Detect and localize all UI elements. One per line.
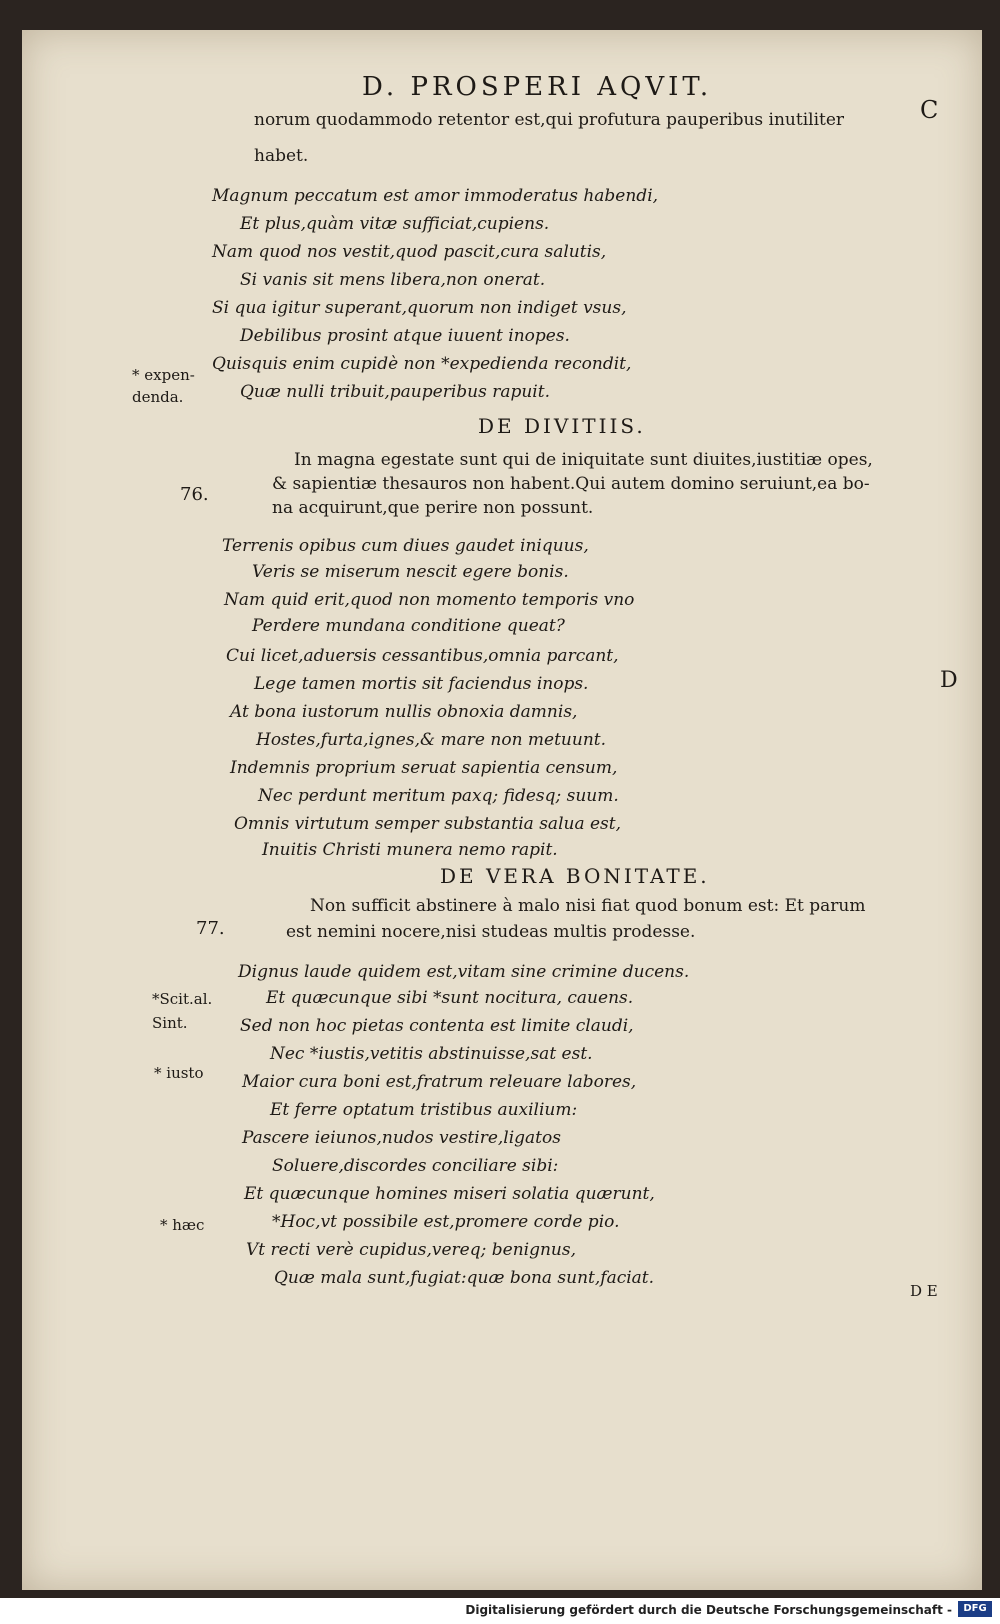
marginal-note: *Scit.al.	[152, 990, 213, 1008]
verse-line: Quisquis enim cupidè non *expedienda recondit,	[212, 354, 632, 374]
verse-line: Inuitis Christi munera nemo rapit.	[262, 840, 558, 860]
verse-line: Et plus,quàm vitæ sufficiat,cupiens.	[240, 214, 550, 234]
verse-line: Et quæcunque homines miseri solatia quærunt,	[244, 1184, 655, 1204]
digitization-footer	[0, 1598, 1000, 1624]
marginal-note: * iusto	[154, 1064, 204, 1082]
verse-line: Dignus laude quidem est,vitam sine crimine ducens.	[238, 962, 690, 982]
verse-line: Et ferre optatum tristibus auxilium:	[270, 1100, 578, 1120]
prose-line: & sapientiæ thesauros non habent.Qui autem domino seruiunt,ea bo-	[272, 474, 870, 494]
verse-line: *Hoc,vt possibile est,promere corde pio.	[272, 1212, 620, 1232]
marginal-note: Sint.	[152, 1014, 188, 1032]
verse-line: Si qua igitur superant,quorum non indiget vsus,	[212, 298, 627, 318]
verse-line: Terrenis opibus cum diues gaudet iniquus,	[222, 536, 589, 556]
verse-line: Veris se miserum nescit egere bonis.	[252, 562, 569, 582]
verse-line: Perdere mundana conditione queat?	[252, 616, 565, 636]
section-number: 76.	[180, 484, 209, 505]
verse-line: Indemnis proprium seruat sapientia censum,	[230, 758, 618, 778]
verse-line: Magnum peccatum est amor immoderatus habendi,	[212, 186, 659, 206]
prose-line: habet.	[254, 146, 309, 166]
verse-line: Si vanis sit mens libera,non onerat.	[240, 270, 546, 290]
verse-line: Nam quod nos vestit,quod pascit,cura salutis,	[212, 242, 607, 262]
verse-line: Nec *iustis,vetitis abstinuisse,sat est.	[270, 1044, 593, 1064]
verse-line: Et quæcunque sibi *sunt nocitura, cauens.	[266, 988, 634, 1008]
section-heading: DE DIVITIIS.	[478, 414, 646, 438]
verse-line: Hostes,furta,ignes,& mare non metuunt.	[256, 730, 607, 750]
running-header: D. PROSPERI AQVIT.	[362, 72, 713, 102]
prose-line: Non sufficit abstinere à malo nisi fiat quod bonum est: Et parum	[310, 896, 866, 916]
prose-line: norum quodammodo retentor est,qui profutura pauperibus inutiliter	[254, 110, 845, 130]
book-page	[22, 30, 982, 1590]
verse-line: At bona iustorum nullis obnoxia damnis,	[230, 702, 578, 722]
digitization-credit: Digitalisierung gefördert durch die Deutsche Forschungsgemeinschaft -	[465, 1603, 952, 1617]
verse-line: Omnis virtutum semper substantia salua est,	[234, 814, 622, 834]
verse-line: Quæ nulli tribuit,pauperibus rapuit.	[240, 382, 550, 402]
verse-line: Nam quid erit,quod non momento temporis vno	[224, 590, 635, 610]
verse-line: Sed non hoc pietas contenta est limite claudi,	[240, 1016, 634, 1036]
edge-letter-d: D	[940, 668, 961, 693]
dfg-logo: DFG	[958, 1601, 992, 1617]
prose-line: na acquirunt,que perire non possunt.	[272, 498, 594, 518]
verse-line: Quæ mala sunt,fugiat:quæ bona sunt,faciat.	[274, 1268, 655, 1288]
verse-line: Pascere ieiunos,nudos vestire,ligatos	[242, 1128, 561, 1148]
verse-line: Cui licet,aduersis cessantibus,omnia parcant,	[226, 646, 619, 666]
verse-line: Lege tamen mortis sit faciendus inops.	[254, 674, 589, 694]
verse-line: Nec perdunt meritum paxq; fidesq; suum.	[258, 786, 619, 806]
prose-line: In magna egestate sunt qui de iniquitate sunt diuites,iustitiæ opes,	[294, 450, 873, 470]
verse-line: Vt recti verè cupidus,vereq; benignus,	[246, 1240, 576, 1260]
marginal-note: * hæc	[160, 1216, 205, 1234]
marginal-note: denda.	[132, 388, 184, 406]
edge-letter-c: C	[920, 96, 942, 124]
verse-line: Soluere,discordes conciliare sibi:	[272, 1156, 559, 1176]
verse-line: Debilibus prosint atque iuuent inopes.	[240, 326, 570, 346]
marginal-note: * expen-	[132, 366, 195, 384]
section-heading: DE VERA BONITATE.	[440, 864, 710, 888]
edge-letters-de: D E	[910, 1282, 938, 1300]
section-number: 77.	[196, 918, 225, 939]
prose-line: est nemini nocere,nisi studeas multis prodesse.	[286, 922, 696, 942]
verse-line: Maior cura boni est,fratrum releuare labores,	[242, 1072, 637, 1092]
